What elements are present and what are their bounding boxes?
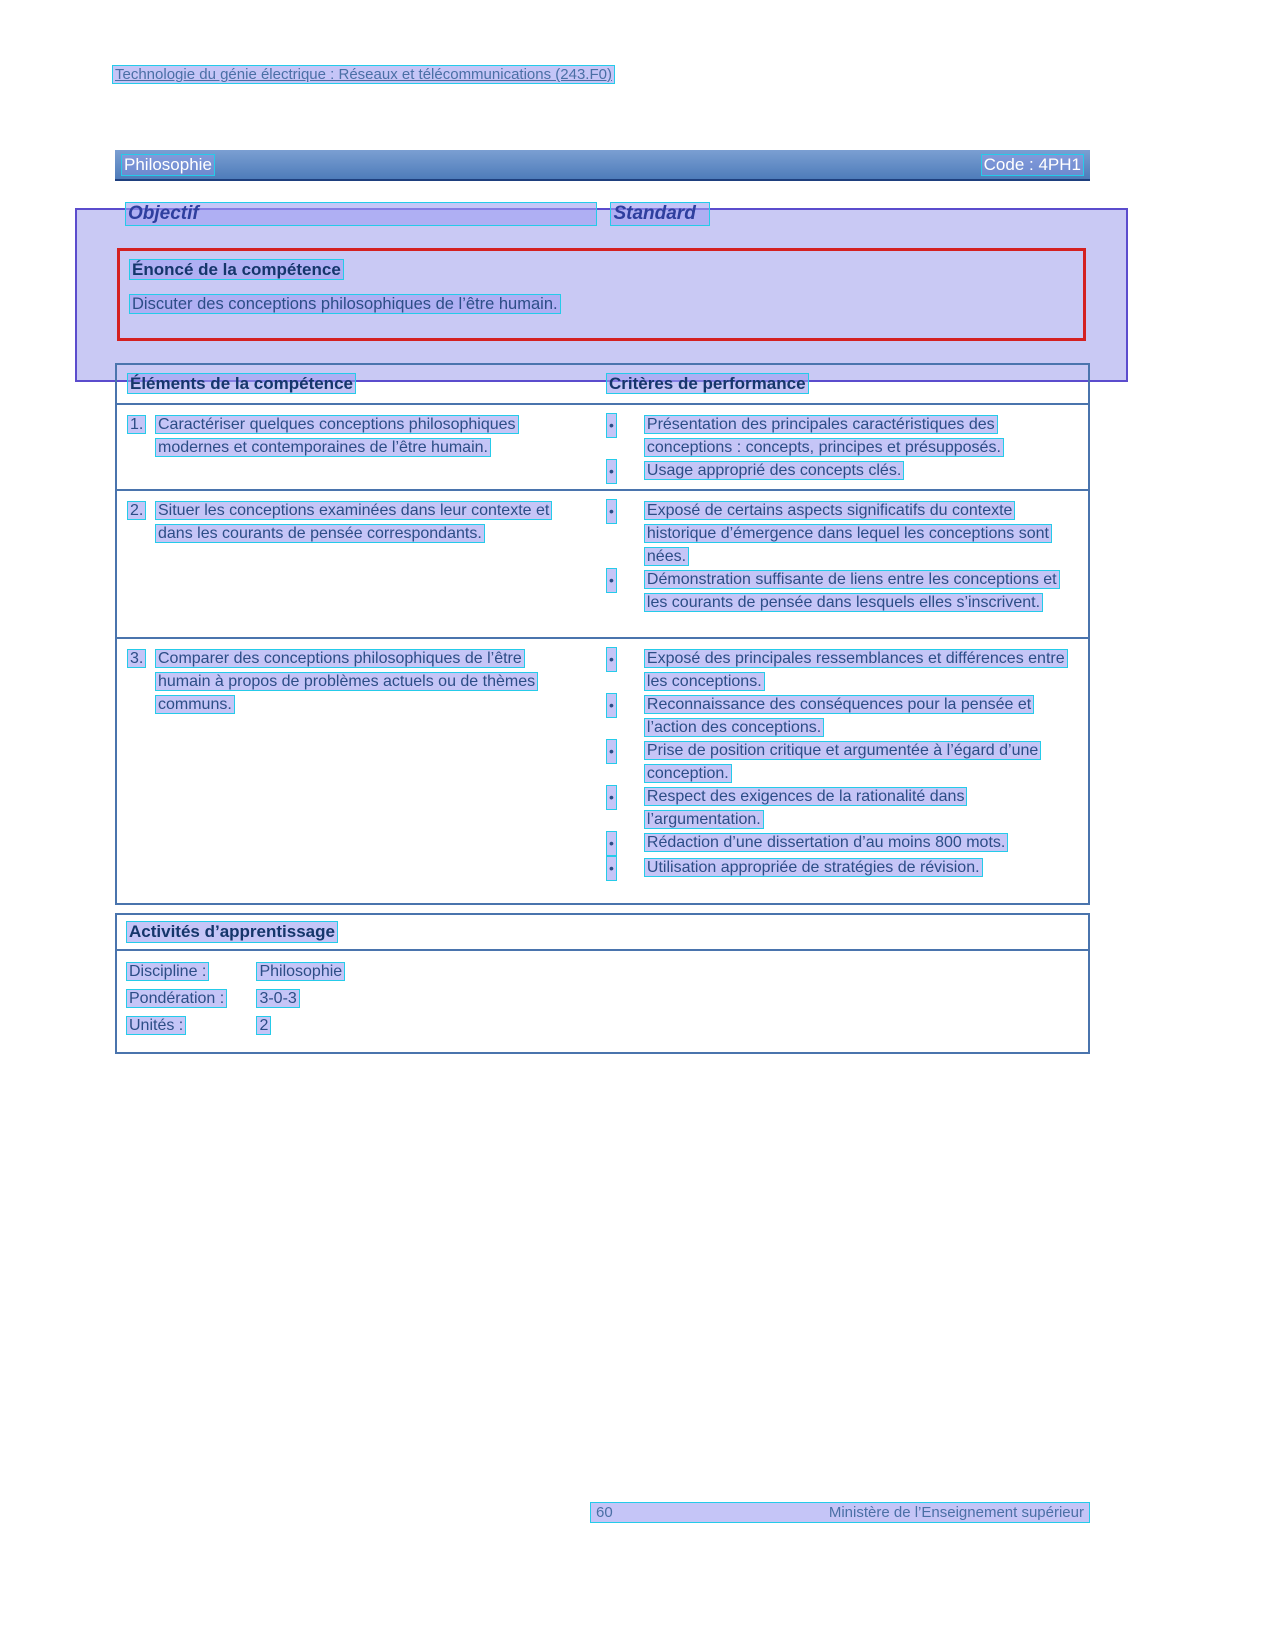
criterion-item (606, 739, 1080, 785)
criterion-text-wrap (644, 739, 1080, 785)
criterion-item (606, 459, 1080, 484)
bullet-icon: • (606, 693, 617, 718)
unites-label: Unités : (126, 1016, 186, 1035)
criterion-item (606, 831, 1080, 856)
bullet-icon: • (606, 831, 617, 856)
criteria-cell (597, 491, 1088, 637)
criteria-cell (597, 405, 1088, 492)
criterion-text: Respect des exigences de la rationalité dans l’argumentation. (644, 787, 968, 829)
element-number: 1. (127, 415, 146, 434)
criterion-text: Prise de position critique et argumentée à l’égard d’une conception. (644, 741, 1041, 783)
element-number: 3. (127, 649, 146, 668)
competence-text: Discuter des conceptions philosophiques de l’être humain. (129, 294, 561, 314)
criterion-text: Exposé de certains aspects significatifs du contexte historique d’émergence dans lequel les conceptions sont nées. (644, 501, 1052, 566)
element-number-wrap (127, 647, 155, 670)
criterion-text: Exposé des principales ressemblances et différences entre les conceptions. (644, 649, 1068, 691)
ministry-text: Ministère de l’Enseignement supérieur (828, 1504, 1084, 1521)
activities-title: Activités d’apprentissage (126, 921, 338, 943)
unites-value: 2 (256, 1016, 271, 1035)
course-code: Code : 4PH1 (981, 154, 1084, 176)
competence-table (115, 363, 1090, 905)
criterion-item (606, 413, 1080, 459)
criteria-header-cell (597, 374, 1088, 394)
table-header-row (117, 365, 1088, 403)
criterion-item (606, 785, 1080, 831)
discipline-label-wrap (126, 960, 252, 983)
criterion-text-wrap (644, 459, 1080, 482)
bullet-icon: • (606, 413, 617, 438)
course-title: Philosophie (121, 154, 215, 176)
criterion-item (606, 856, 1080, 881)
ponderation-value: 3-0-3 (256, 989, 299, 1008)
header-text: Technologie du génie électrique : Réseaux et télécommunications (243.F0) (112, 65, 615, 84)
criterion-text-wrap (644, 568, 1080, 614)
criterion-text: Reconnaissance des conséquences pour la pensée et l’action des conceptions. (644, 695, 1034, 737)
element-text-wrap (155, 499, 571, 545)
bullet-icon: • (606, 568, 617, 593)
element-cell (117, 491, 597, 637)
bullet-icon: • (606, 647, 617, 672)
element-cell (117, 405, 597, 492)
criterion-text: Démonstration suffisante de liens entre les conceptions et les courants de pensée dans lesquels elles s’inscrivent. (644, 570, 1060, 612)
competence-statement-box (117, 248, 1086, 341)
table-row (117, 403, 1088, 489)
document-header (112, 66, 615, 83)
element-text-wrap (155, 647, 571, 716)
criteria-header: Critères de performance (606, 373, 809, 394)
table-row (117, 637, 1088, 903)
criterion-text: Présentation des principales caractéristiques des conceptions : concepts, principes et présupposés. (644, 415, 1004, 457)
discipline-label: Discipline : (126, 962, 209, 981)
competence-title-row (129, 260, 1074, 280)
activities-row-ponderation (126, 987, 1079, 1010)
bullet-icon: • (606, 499, 617, 524)
competence-text-block (129, 293, 594, 316)
criterion-text: Utilisation appropriée de stratégies de révision. (644, 858, 983, 877)
criterion-text: Rédaction d’une dissertation d’au moins 800 mots. (644, 833, 1008, 852)
element-cell (117, 639, 597, 903)
elements-header-cell (117, 374, 597, 394)
element-number: 2. (127, 501, 146, 520)
bullet-icon: • (606, 739, 617, 764)
criterion-item (606, 568, 1080, 614)
footer-strip (590, 1502, 1090, 1523)
criterion-text-wrap (644, 413, 1080, 459)
objective-standard-panel (75, 203, 1128, 382)
ponderation-label-wrap (126, 987, 252, 1010)
element-number-wrap (127, 499, 155, 522)
table-row (117, 489, 1088, 637)
element-text-wrap (155, 413, 571, 459)
criterion-text-wrap (644, 693, 1080, 739)
criteria-cell (597, 639, 1088, 903)
element-text: Situer les conceptions examinées dans leur contexte et dans les courants de pensée correspondants. (155, 501, 552, 543)
criterion-item (606, 499, 1080, 568)
discipline-value: Philosophie (256, 962, 345, 981)
criterion-text-wrap (644, 647, 1080, 693)
standard-heading: Standard (610, 202, 710, 226)
activities-body (117, 951, 1088, 1052)
page-number: 60 (596, 1504, 613, 1521)
competence-title: Énoncé de la compétence (129, 259, 344, 280)
course-title-bar (115, 150, 1090, 181)
activities-row-discipline (126, 960, 1079, 983)
elements-header: Éléments de la compétence (127, 373, 356, 394)
unites-label-wrap (126, 1014, 252, 1037)
bullet-icon: • (606, 785, 617, 810)
objective-standard-headings (125, 202, 710, 226)
criterion-text-wrap (644, 499, 1080, 568)
bullet-icon: • (606, 459, 617, 484)
element-number-wrap (127, 413, 155, 436)
criterion-text-wrap (644, 785, 1080, 831)
element-text: Comparer des conceptions philosophiques de l’être humain à propos de problèmes actuels ou de thèmes communs. (155, 649, 538, 714)
activities-header-row (117, 915, 1088, 951)
criterion-text: Usage approprié des concepts clés. (644, 461, 904, 480)
criterion-text-wrap (644, 856, 1080, 879)
criterion-text-wrap (644, 831, 1080, 854)
activities-panel (115, 913, 1090, 1054)
objective-heading: Objectif (125, 202, 597, 226)
criterion-item (606, 647, 1080, 693)
bullet-icon: • (606, 856, 617, 881)
element-text: Caractériser quelques conceptions philosophiques modernes et contemporaines de l’être humain. (155, 415, 519, 457)
page-footer (590, 1502, 1090, 1523)
activities-row-unites (126, 1014, 1079, 1037)
criterion-item (606, 693, 1080, 739)
ponderation-label: Pondération : (126, 989, 227, 1008)
